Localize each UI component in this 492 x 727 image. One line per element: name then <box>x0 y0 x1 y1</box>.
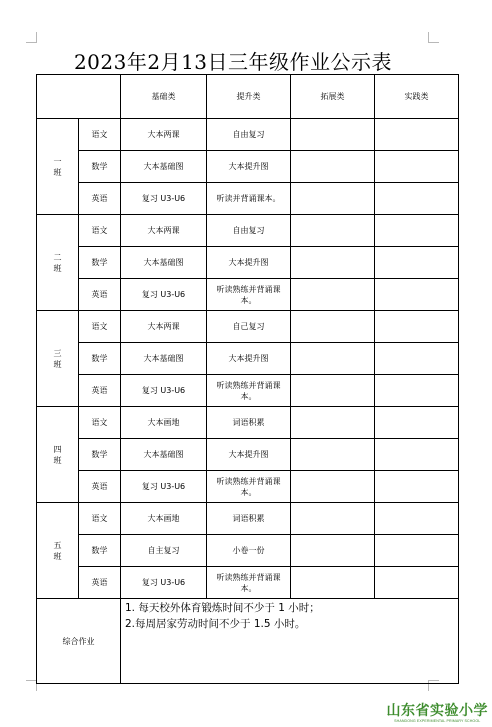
subject-cell: 语文 <box>79 311 121 343</box>
practice-homework-cell <box>375 439 459 471</box>
table-row <box>37 183 459 215</box>
basic-homework-cell: 复习 U3-U6 <box>121 375 207 407</box>
comprehensive-line: 1. 每天校外体育锻炼时间不少于 1 小时； <box>125 602 320 614</box>
basic-homework-cell: 大本两课 <box>121 119 207 151</box>
practice-homework-cell <box>375 247 459 279</box>
basic-homework-cell: 复习 U3-U6 <box>121 183 207 215</box>
extension-homework-cell <box>291 151 375 183</box>
subject-cell: 数学 <box>79 151 121 183</box>
practice-homework-cell <box>375 567 459 599</box>
basic-homework-cell: 大本基础图 <box>121 343 207 375</box>
comprehensive-label: 综合作业 <box>37 599 121 684</box>
table-row <box>37 407 459 439</box>
comprehensive-line: 2.每周居家劳动时间不少于 1.5 小时。 <box>125 618 306 630</box>
practice-homework-cell <box>375 471 459 503</box>
subject-cell: 语文 <box>79 119 121 151</box>
subject-cell: 语文 <box>79 503 121 535</box>
header-basic: 基础类 <box>121 75 207 119</box>
advance-homework-cell: 自己复习 <box>207 311 291 343</box>
basic-homework-cell: 复习 U3-U6 <box>121 279 207 311</box>
header-advance: 提升类 <box>207 75 291 119</box>
table-row <box>37 151 459 183</box>
table-row <box>37 535 459 567</box>
school-logo <box>387 700 489 723</box>
basic-homework-cell: 大本画地 <box>121 407 207 439</box>
subject-cell: 数学 <box>79 439 121 471</box>
subject-cell: 数学 <box>79 343 121 375</box>
table-row <box>37 439 459 471</box>
extension-homework-cell <box>291 183 375 215</box>
class-name-char: 二 <box>53 252 62 262</box>
basic-homework-cell: 大本基础图 <box>121 247 207 279</box>
table-row <box>37 247 459 279</box>
practice-homework-cell <box>375 215 459 247</box>
table-row <box>37 375 459 407</box>
advance-homework-cell: 听读熟练并背诵课本。 <box>207 471 291 503</box>
advance-homework-cell: 大本提升图 <box>207 343 291 375</box>
advance-homework-cell: 听读熟练并背诵课本。 <box>207 567 291 599</box>
table-row <box>37 343 459 375</box>
table-row <box>37 279 459 311</box>
extension-homework-cell <box>291 279 375 311</box>
advance-homework-cell: 听读并背诵课本。 <box>207 183 291 215</box>
class-name-char: 五 <box>53 540 62 550</box>
school-logo-en: SHANDONG EXPERIMENTAL PRIMARY SCHOOL <box>394 719 481 723</box>
header-practice: 实践类 <box>375 75 459 119</box>
table-row <box>37 119 459 151</box>
basic-homework-cell: 大本两课 <box>121 311 207 343</box>
subject-cell: 语文 <box>79 215 121 247</box>
basic-homework-cell: 复习 U3-U6 <box>121 471 207 503</box>
class-name-cell <box>37 311 79 407</box>
comprehensive-content <box>121 599 459 684</box>
advance-homework-cell: 自由复习 <box>207 215 291 247</box>
class-name-char: 班 <box>53 167 62 177</box>
subject-cell: 英语 <box>79 567 121 599</box>
extension-homework-cell <box>291 407 375 439</box>
advance-homework-cell: 大本提升图 <box>207 151 291 183</box>
subject-cell: 数学 <box>79 247 121 279</box>
practice-homework-cell <box>375 183 459 215</box>
table-row <box>37 567 459 599</box>
subject-cell: 英语 <box>79 471 121 503</box>
advance-homework-cell: 小卷一份 <box>207 535 291 567</box>
subject-cell: 英语 <box>79 375 121 407</box>
extension-homework-cell <box>291 567 375 599</box>
extension-homework-cell <box>291 215 375 247</box>
school-logo-cn: 山东省实验小学 <box>386 703 488 719</box>
class-name-cell <box>37 215 79 311</box>
basic-homework-cell: 大本两课 <box>121 215 207 247</box>
class-name-char: 班 <box>53 263 62 273</box>
extension-homework-cell <box>291 471 375 503</box>
comprehensive-row <box>37 599 459 684</box>
basic-homework-cell: 复习 U3-U6 <box>121 567 207 599</box>
crop-mark-top-right <box>428 32 439 43</box>
table-row <box>37 503 459 535</box>
page-title: 2023年2月13日三年级作业公示表 <box>73 50 393 74</box>
extension-homework-cell <box>291 375 375 407</box>
extension-homework-cell <box>291 311 375 343</box>
subject-cell: 英语 <box>79 279 121 311</box>
header-row <box>37 75 459 119</box>
basic-homework-cell: 大本画地 <box>121 503 207 535</box>
table-row <box>37 311 459 343</box>
practice-homework-cell <box>375 119 459 151</box>
extension-homework-cell <box>291 343 375 375</box>
practice-homework-cell <box>375 343 459 375</box>
extension-homework-cell <box>291 247 375 279</box>
subject-cell: 数学 <box>79 535 121 567</box>
crop-mark-top-left <box>26 32 37 43</box>
extension-homework-cell <box>291 535 375 567</box>
header-extension: 拓展类 <box>291 75 375 119</box>
practice-homework-cell <box>375 407 459 439</box>
class-name-char: 班 <box>53 455 62 465</box>
extension-homework-cell <box>291 119 375 151</box>
practice-homework-cell <box>375 311 459 343</box>
extension-homework-cell <box>291 439 375 471</box>
practice-homework-cell <box>375 535 459 567</box>
class-name-char: 四 <box>53 444 62 454</box>
class-name-char: 班 <box>53 359 62 369</box>
advance-homework-cell: 听读熟练并背诵课本。 <box>207 279 291 311</box>
class-name-cell <box>37 119 79 215</box>
practice-homework-cell <box>375 503 459 535</box>
advance-homework-cell: 听读熟练并背诵课本。 <box>207 375 291 407</box>
class-name-char: 班 <box>53 551 62 561</box>
basic-homework-cell: 大本基础图 <box>121 439 207 471</box>
extension-homework-cell <box>291 503 375 535</box>
homework-table <box>36 74 459 684</box>
class-name-char: 三 <box>53 348 62 358</box>
advance-homework-cell: 自由复习 <box>207 119 291 151</box>
header-blank-cell <box>37 75 121 119</box>
table-row <box>37 215 459 247</box>
class-name-cell <box>37 503 79 599</box>
table-row <box>37 471 459 503</box>
class-name-char: 一 <box>53 156 62 166</box>
subject-cell: 语文 <box>79 407 121 439</box>
class-name-cell <box>37 407 79 503</box>
subject-cell: 英语 <box>79 183 121 215</box>
advance-homework-cell: 词语积累 <box>207 503 291 535</box>
advance-homework-cell: 大本提升图 <box>207 247 291 279</box>
practice-homework-cell <box>375 375 459 407</box>
practice-homework-cell <box>375 279 459 311</box>
basic-homework-cell: 自主复习 <box>121 535 207 567</box>
advance-homework-cell: 词语积累 <box>207 407 291 439</box>
practice-homework-cell <box>375 151 459 183</box>
advance-homework-cell: 大本提升图 <box>207 439 291 471</box>
basic-homework-cell: 大本基础图 <box>121 151 207 183</box>
